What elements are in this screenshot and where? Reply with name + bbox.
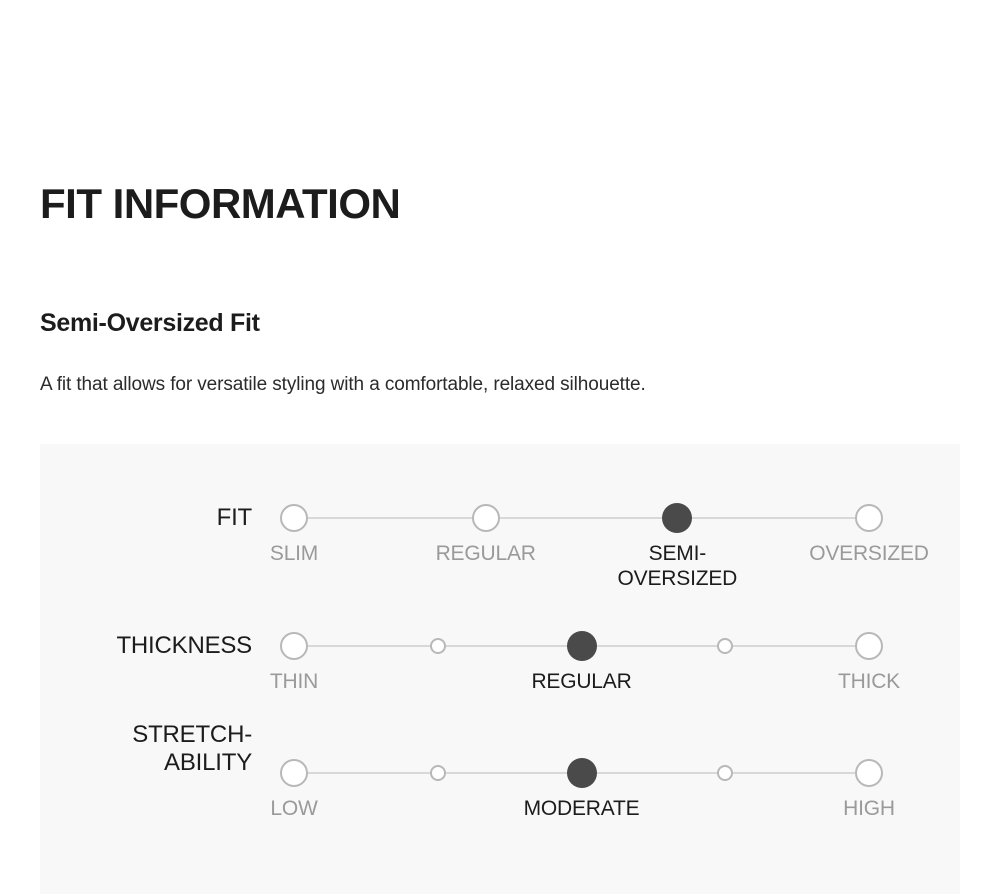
scale-tick-label: REGULAR — [531, 670, 632, 693]
scale-tick-label: SLIM — [269, 542, 319, 565]
scale-dot — [717, 765, 733, 781]
fit-name-heading: Semi-Oversized Fit — [40, 308, 260, 337]
scale-dot — [430, 765, 446, 781]
scale-dot-selected — [567, 758, 597, 788]
fit-scale-panel — [40, 444, 960, 894]
scale-tick-label: THICK — [837, 670, 900, 693]
scale-dot — [717, 638, 733, 654]
page-title: FIT INFORMATION — [40, 180, 401, 228]
scale-dot — [855, 504, 883, 532]
scale-track-fit — [294, 517, 869, 519]
scale-label-thickness: THICKNESS — [116, 632, 252, 659]
scale-label-stretchability: STRETCH- ABILITY — [132, 721, 252, 776]
scale-tick-label: HIGH — [843, 797, 895, 820]
scale-tick-label: SEMI- OVERSIZED — [617, 542, 738, 590]
scale-dot — [855, 759, 883, 787]
scale-dot — [280, 632, 308, 660]
scale-dot — [472, 504, 500, 532]
scale-tick-label: LOW — [270, 797, 318, 820]
fit-description: A fit that allows for versatile styling with a comfortable, relaxed silhouette. — [40, 374, 646, 395]
scale-tick-label: OVERSIZED — [809, 542, 929, 565]
scale-label-fit: FIT — [216, 504, 252, 531]
scale-dot — [430, 638, 446, 654]
scale-dot-selected — [567, 631, 597, 661]
scale-dot — [855, 632, 883, 660]
scale-tick-label: REGULAR — [435, 542, 536, 565]
scale-tick-label: MODERATE — [523, 797, 640, 820]
scale-tick-label: THIN — [269, 670, 319, 693]
scale-dot — [280, 504, 308, 532]
scale-dot — [280, 759, 308, 787]
scale-dot-selected — [662, 503, 692, 533]
